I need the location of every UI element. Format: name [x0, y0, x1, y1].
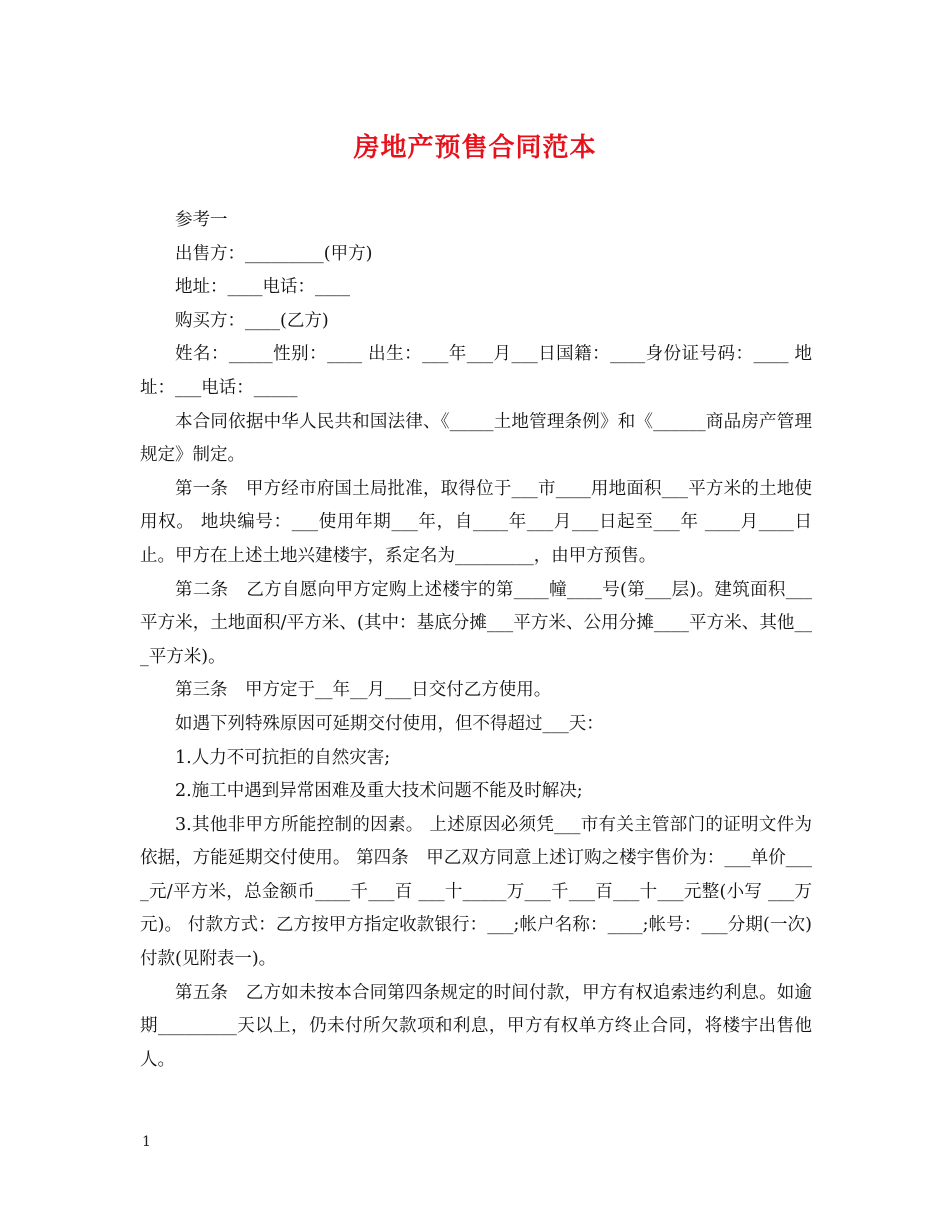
page-number: 1	[142, 1134, 151, 1150]
paragraph: 本合同依据中华人民共和国法律、《_____土地管理条例》和《______商品房产管理规定》制定。	[140, 411, 812, 466]
paragraph: 1.人力不可抗拒的自然灾害;	[175, 747, 391, 768]
paragraph: 出售方：_________(甲方)	[175, 243, 373, 264]
paragraph: 购买方：____(乙方)	[175, 310, 329, 331]
paragraph: 第二条 乙方自愿向甲方定购上述楼宇的第____幢____号(第___层)。建筑面积___平方米，土地面积/平方米、(其中：基底分摊___平方米、公用分摊____平方米、其他___平方米)。	[140, 579, 812, 667]
paragraph: 第三条 甲方定于__年__月___日交付乙方使用。	[175, 680, 552, 701]
paragraph: 第一条 甲方经市府国土局批准，取得位于___市____用地面积___平方米的土地使用权。 地块编号：___使用年期___年，自____年___月___日起至___年 ____月____日止。甲方在上述土地兴建楼宇，系定名为_________，由甲方预售。	[140, 478, 812, 566]
document-title: 房地产预售合同范本	[353, 133, 597, 163]
paragraph: 3.其他非甲方所能控制的因素。 上述原因必须凭___市有关主管部门的证明文件为依据，方能延期交付使用。 第四条 甲乙双方同意上述订购之楼宇售价为：___单价____元/平方米，总金额币____千___百 ___十_____万___千___百___十___元整(小写 ___万元)。 付款方式：乙方按甲方指定收款银行：___;帐户名称：____;帐号：___分期(一次)付款(见附表一)。	[140, 814, 812, 970]
paragraph: 姓名：_____性别：____ 出生：___年___月___日国籍：____身份证号码：____ 地址：___电话：_____	[140, 344, 812, 398]
document-body	[140, 204, 812, 1077]
paragraph: 如遇下列特殊原因可延期交付使用，但不得超过___天：	[175, 713, 604, 734]
paragraph: 2.施工中遇到异常困难及重大技术问题不能及时解决;	[175, 781, 583, 802]
paragraph: 地址：____电话：____	[175, 277, 350, 298]
paragraph: 参考一	[175, 210, 228, 230]
paragraph: 第五条 乙方如未按本合同第四条规定的时间付款，甲方有权追索违约利息。如逾期_________天以上，仍未付所欠款项和利息，甲方有权单方终止合同，将楼宇出售他人。	[140, 982, 812, 1070]
